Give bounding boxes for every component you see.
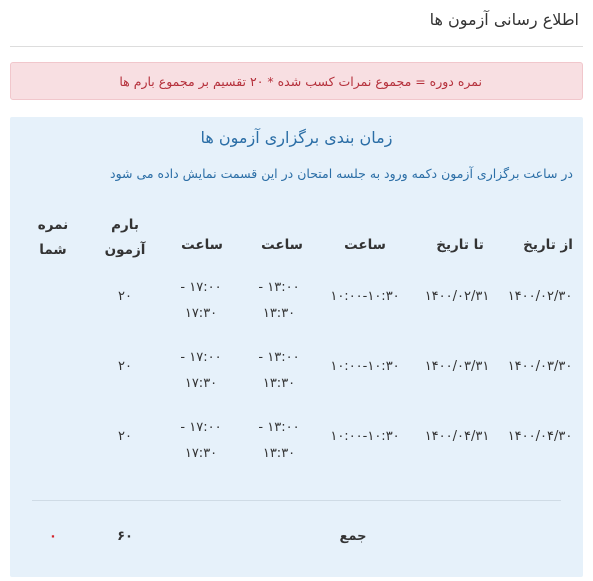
header-exam-weight-l2: آزمون	[104, 242, 146, 258]
row-time-2	[252, 345, 306, 397]
formula-alert	[10, 62, 583, 100]
row-time-2-start: ۱۳:۰۰ -	[258, 420, 300, 435]
row-time-3-end: ۱۷:۳۰	[184, 376, 218, 391]
total-weight: ۶۰	[117, 529, 133, 544]
row-weight: ۲۰	[118, 289, 132, 304]
row-time-2-end: ۱۳:۳۰	[262, 446, 296, 461]
row-time-2-start: ۱۳:۰۰ -	[258, 280, 300, 295]
row-to-date: ۱۴۰۰/۰۳/۳۱	[424, 359, 490, 374]
header-time-1: ساعت	[344, 237, 386, 253]
row-time-2-start: ۱۳:۰۰ -	[258, 350, 300, 365]
row-time-3-start: ۱۷:۰۰ -	[180, 420, 222, 435]
row-time-1: ۱۰:۰۰-۱۰:۳۰	[330, 429, 400, 444]
exam-schedule-panel	[10, 117, 583, 577]
row-from-date: ۱۴۰۰/۰۴/۳۰	[507, 429, 573, 444]
row-time-3	[174, 345, 228, 397]
row-time-2-end: ۱۳:۳۰	[262, 306, 296, 321]
row-time-1: ۱۰:۰۰-۱۰:۳۰	[330, 289, 400, 304]
row-time-2-end: ۱۳:۳۰	[262, 376, 296, 391]
row-to-date: ۱۴۰۰/۰۴/۳۱	[424, 429, 490, 444]
row-time-1: ۱۰:۰۰-۱۰:۳۰	[330, 359, 400, 374]
total-label: جمع	[339, 529, 367, 544]
row-time-3	[174, 275, 228, 327]
row-time-3	[174, 415, 228, 467]
total-score: ۰	[49, 529, 57, 544]
row-time-3-end: ۱۷:۳۰	[184, 306, 218, 321]
header-time-2: ساعت	[261, 237, 303, 253]
header-to-date: تا تاریخ	[436, 237, 484, 253]
row-from-date: ۱۴۰۰/۰۲/۳۰	[507, 289, 573, 304]
header-exam-weight-l1: بارم	[111, 217, 139, 233]
header-time-3: ساعت	[181, 237, 223, 253]
page-title: اطلاع رسانی آزمون ها	[429, 10, 579, 29]
row-time-3-start: ۱۷:۰۰ -	[180, 280, 222, 295]
title-divider	[10, 46, 583, 47]
row-weight: ۲۰	[118, 359, 132, 374]
row-from-date: ۱۴۰۰/۰۳/۳۰	[507, 359, 573, 374]
row-time-3-end: ۱۷:۳۰	[184, 446, 218, 461]
schedule-subtitle: در ساعت برگزاری آزمون دکمه ورود به جلسه امتحان در این قسمت نمایش داده می شود	[110, 166, 573, 181]
row-time-2	[252, 415, 306, 467]
row-weight: ۲۰	[118, 429, 132, 444]
header-from-date: از تاریخ	[523, 237, 573, 253]
header-your-score-l2: شما	[39, 242, 67, 258]
row-to-date: ۱۴۰۰/۰۲/۳۱	[424, 289, 490, 304]
formula-alert-text: نمره دوره = مجموع نمرات کسب شده * ۲۰ تقسیم بر مجموع بارم ها	[119, 74, 482, 89]
header-exam-weight	[102, 213, 148, 263]
schedule-title: زمان بندی برگزاری آزمون ها	[200, 128, 393, 147]
row-time-3-start: ۱۷:۰۰ -	[180, 350, 222, 365]
header-your-score	[28, 213, 78, 263]
header-your-score-l1: نمره	[37, 217, 69, 233]
row-time-2	[252, 275, 306, 327]
total-divider	[32, 500, 561, 501]
